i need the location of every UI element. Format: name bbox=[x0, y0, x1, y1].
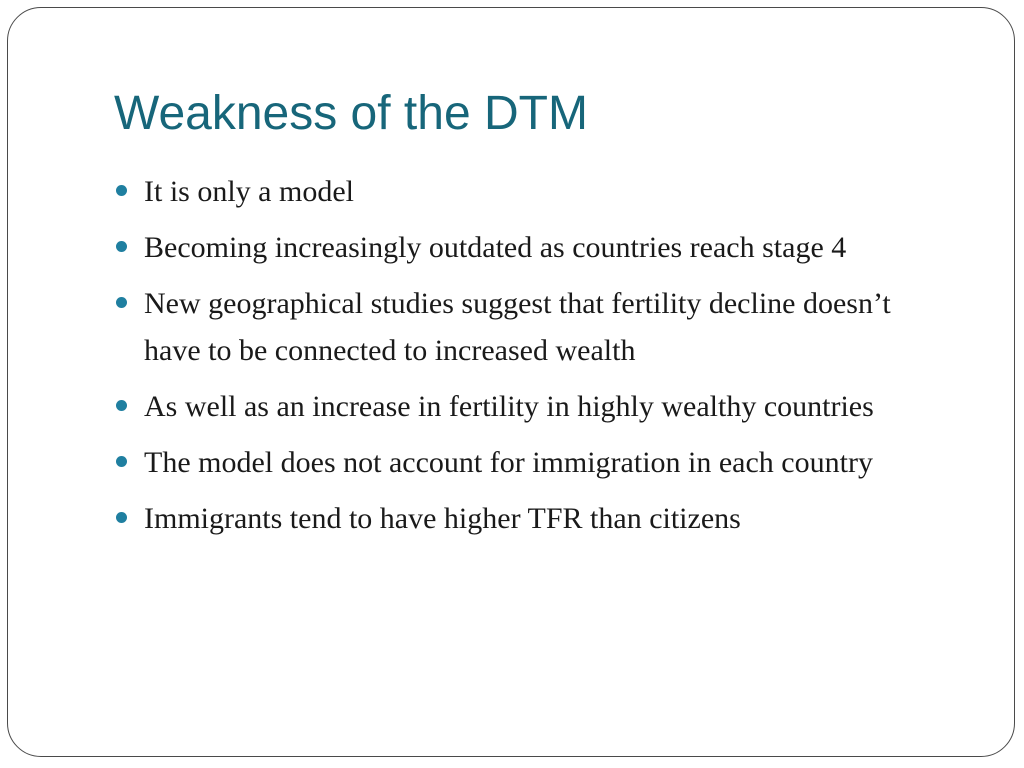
bullet-icon bbox=[116, 241, 127, 252]
slide-title: Weakness of the DTM bbox=[114, 87, 588, 140]
bullet-icon bbox=[116, 297, 127, 308]
bullet-text: The model does not account for immigration in each country bbox=[144, 446, 873, 479]
bullet-item bbox=[113, 439, 953, 486]
bullet-text: It is only a model bbox=[144, 175, 354, 208]
bullet-item bbox=[113, 280, 953, 374]
bullet-text: Becoming increasingly outdated as countries reach stage 4 bbox=[144, 231, 847, 264]
bullet-text: Immigrants tend to have higher TFR than citizens bbox=[144, 502, 741, 535]
bullet-icon bbox=[116, 456, 127, 467]
bullet-text: As well as an increase in fertility in highly wealthy countries bbox=[144, 390, 874, 423]
bullet-list bbox=[113, 168, 953, 551]
bullet-icon bbox=[116, 400, 127, 411]
bullet-item bbox=[113, 383, 953, 430]
bullet-item bbox=[113, 168, 953, 215]
bullet-icon bbox=[116, 185, 127, 196]
bullet-item bbox=[113, 495, 953, 542]
bullet-item bbox=[113, 224, 953, 271]
bullet-text: New geographical studies suggest that fertility decline doesn’t have to be connected to increased wealth bbox=[144, 287, 891, 367]
bullet-icon bbox=[116, 512, 127, 523]
